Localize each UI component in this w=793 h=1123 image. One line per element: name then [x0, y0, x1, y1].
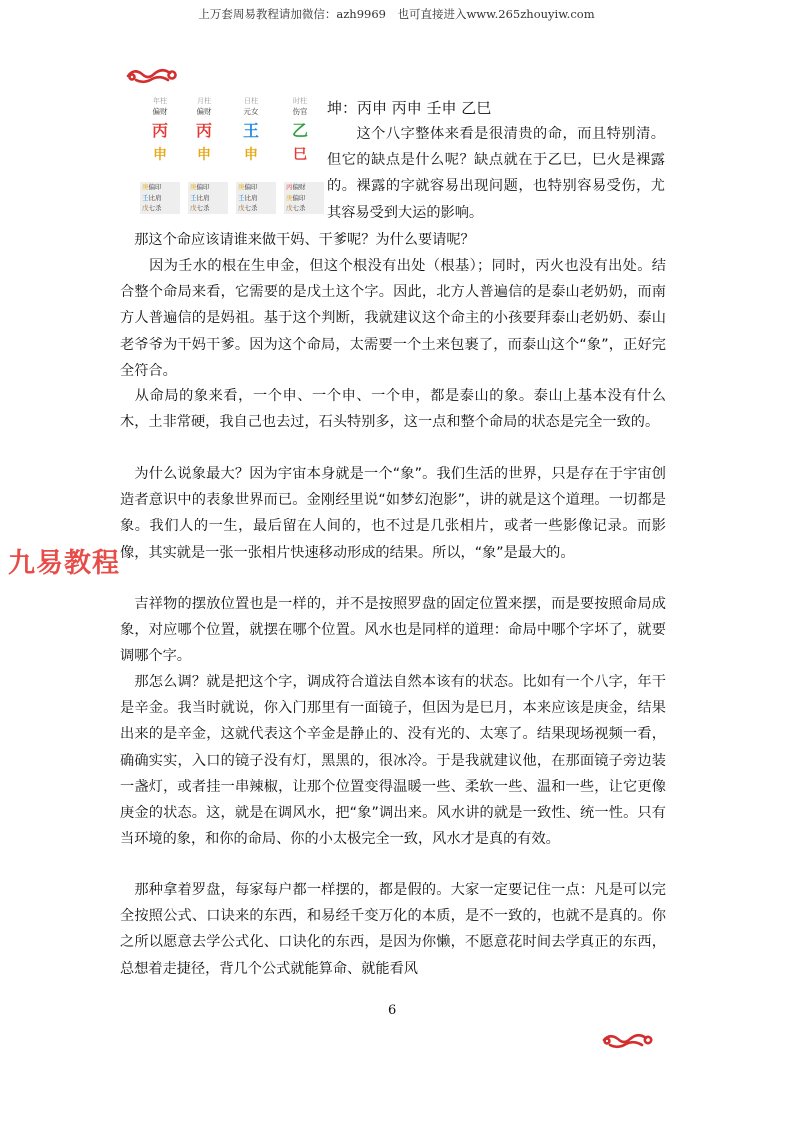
earthly-branch: 申 [244, 147, 258, 163]
pillar-ten-god: 偏财 [152, 107, 168, 116]
hidden-stem-ten-god: 比肩 [244, 193, 258, 202]
hidden-stem-ten-god: 比肩 [148, 193, 162, 202]
paragraph-1 [120, 227, 666, 253]
pillar-role: 年柱 [153, 97, 167, 105]
hidden-stems-day [236, 182, 276, 214]
hidden-stem [188, 203, 228, 214]
paragraph-text: 那种拿着罗盘，每家每户都一样摆的，都是假的。大家一定要记住一点：凡是可以完全按照公式、口诀来的东西，和易经千变万化的本质，是不一致的，也就不是真的。你之所以愿意去学公式化、口诀化的东西，是因为你懒，不愿意花时间去学真正的东西，总想着走捷径，背几个公式就能算命、就能看风 [120, 882, 666, 977]
pillar-ten-god: 偏财 [196, 107, 212, 116]
hidden-stem-ten-god: 偏印 [244, 183, 258, 191]
heavenly-stem: 乙 [291, 121, 308, 140]
hidden-stem [140, 182, 180, 193]
hidden-stem-ten-god: 七杀 [148, 204, 162, 212]
hidden-stem [236, 203, 276, 214]
pillar-hour [280, 96, 320, 166]
hidden-stem-char: 戊 [238, 204, 245, 212]
hidden-stem [284, 203, 324, 214]
heavenly-stem: 丙 [195, 121, 212, 140]
hidden-stem [140, 203, 180, 214]
page-header: 上万套周易教程请加微信：azh9969 也可直接进入www.265zhouyiw.com [198, 7, 595, 21]
pillar-month [184, 96, 224, 166]
hidden-stems-month [188, 182, 228, 214]
paragraph-text: 从命局的象来看，一个申、一个申、一个申，都是泰山的象。泰山上基本没有什么木，土非常硬，我自己也去过，石头特别多，这一点和整个命局的状态是完全一致的。 [120, 388, 666, 431]
hidden-stem-char: 壬 [190, 193, 197, 202]
hidden-stem-char: 庚 [238, 183, 245, 191]
hidden-stem-ten-god: 偏印 [292, 193, 306, 202]
hidden-stems-year [140, 182, 180, 214]
pillar-role: 时柱 [293, 97, 307, 105]
hidden-stem-char: 戊 [190, 204, 197, 212]
paragraph-4 [120, 461, 666, 566]
hidden-stem-char: 壬 [142, 193, 149, 202]
paragraph-text: 吉祥物的摆放位置也是一样的，并不是按照罗盘的固定位置来摆，而是要按照命局成象，对应哪个位置，就摆在哪个位置。风水也是同样的道理：命局中哪个字坏了，就要调哪个字。 [120, 596, 666, 665]
chart-title: 坤：丙申 丙申 壬申 乙巳 [327, 99, 492, 117]
heavenly-stem: 丙 [151, 121, 168, 140]
hidden-stem-ten-god: 偏财 [292, 183, 306, 191]
pillar-role: 日柱 [244, 97, 258, 105]
paragraph-5 [120, 591, 666, 670]
hidden-stem-ten-god: 偏印 [148, 183, 162, 191]
bazi-chart [140, 96, 320, 220]
intro-paragraph [327, 121, 665, 226]
hidden-stem [188, 193, 228, 204]
hidden-stem [140, 193, 180, 204]
hidden-stem [236, 193, 276, 204]
cloud-ornament-icon [124, 64, 180, 86]
hidden-stem-ten-god: 偏印 [196, 183, 210, 191]
hidden-stem-char: 庚 [190, 183, 197, 191]
intro-text: 这个八字整体来看是很清贵的命，而且特别清。但它的缺点是什么呢？缺点就在于乙巳，巳火是裸露的。裸露的字就容易出现问题，也特别容易受伤，尤其容易受到大运的影响。 [327, 126, 665, 221]
paragraph-6 [120, 669, 666, 852]
hidden-stem-ten-god: 七杀 [196, 204, 210, 212]
hidden-stem [236, 182, 276, 193]
hidden-stems-hour [284, 182, 324, 214]
heavenly-stem: 王 [242, 121, 259, 140]
hidden-stem-char: 戊 [286, 204, 293, 212]
earthly-branch: 申 [197, 147, 211, 163]
paragraph-text: 那怎么调？就是把这个字，调成符合道法自然本该有的状态。比如有一个八字，年干是辛金。我当时就说，你入门那里有一面镜子，但因为是巳月，本来应该是庚金，结果出来的是辛金，这就代表这个辛金是静止的、没有光的、太寒了。结果现场视频一看，确确实实，入口的镜子没有灯，黑黑的，很冰冷。于是我就建议他，在那面镜子旁边装一盏灯，或者挂一串辣椒，让那个位置变得温暖一些、柔软一些、温和一些，让它更像庚金的状态。这，就是在调风水，把“象”调出来。风水讲的就是一致性、统一性。只有当环境的象，和你的命局、你的小太极完全一致，风水才是真的有效。 [120, 674, 666, 848]
hidden-stem-ten-god: 比肩 [196, 193, 210, 202]
hidden-stem-char: 戊 [142, 204, 149, 212]
hidden-stem [284, 193, 324, 204]
paragraph-3 [120, 383, 666, 435]
pillar-ten-god: 伤官 [292, 107, 308, 116]
paragraph-text: 为什么说象最大？因为宇宙本身就是一个“象”。我们生活的世界，只是存在于宇宙创造者意识中的表象世界而已。金刚经里说“如梦幻泡影”，讲的就是这个道理。一切都是象。我们人的一生，最后留在人间的，也不过是几张相片，或者一些影像记录。而影像，其实就是一张一张相片快速移动形成的结果。所以，“象”是最大的。 [120, 466, 666, 561]
pillar-role: 月柱 [197, 97, 211, 105]
watermark: 九易教程 [8, 548, 120, 579]
hidden-stem-ten-god: 七杀 [244, 204, 258, 212]
earthly-branch: 巳 [293, 147, 307, 163]
hidden-stem [188, 182, 228, 193]
paragraph-7 [120, 877, 666, 982]
hidden-stem-char: 丙 [286, 183, 293, 191]
paragraph-text: 因为壬水的根在生申金，但这个根没有出处（根基）；同时，丙火也没有出处。结合整个命局来看，它需要的是戊土这个字。因此，北方人普遍信的是泰山老奶奶，而南方人普遍信的是妈祖。基于这个判断，我就建议这个命主的小孩要拜泰山老奶奶、泰山老爷爷为干妈干爹。因为这个命局，太需要一个土来包裹了，而泰山这个“象”，正好完全符合。 [120, 258, 666, 379]
hidden-stem-ten-god: 七杀 [292, 204, 306, 212]
pillar-year [140, 96, 180, 166]
paragraph-2 [120, 253, 666, 384]
hidden-stem-char: 庚 [142, 183, 149, 191]
cloud-ornament-icon [600, 1030, 654, 1050]
pillar-ten-god: 元女 [243, 107, 259, 116]
page-number: 6 [388, 1003, 397, 1018]
hidden-stem [284, 182, 324, 193]
hidden-stem-char: 壬 [238, 193, 245, 202]
hidden-stem-char: 庚 [286, 193, 293, 202]
pillar-day [231, 96, 271, 166]
earthly-branch: 申 [153, 147, 167, 163]
paragraph-text: 那这个命应该请谁来做干妈、干爹呢？为什么要请呢？ [134, 232, 475, 248]
